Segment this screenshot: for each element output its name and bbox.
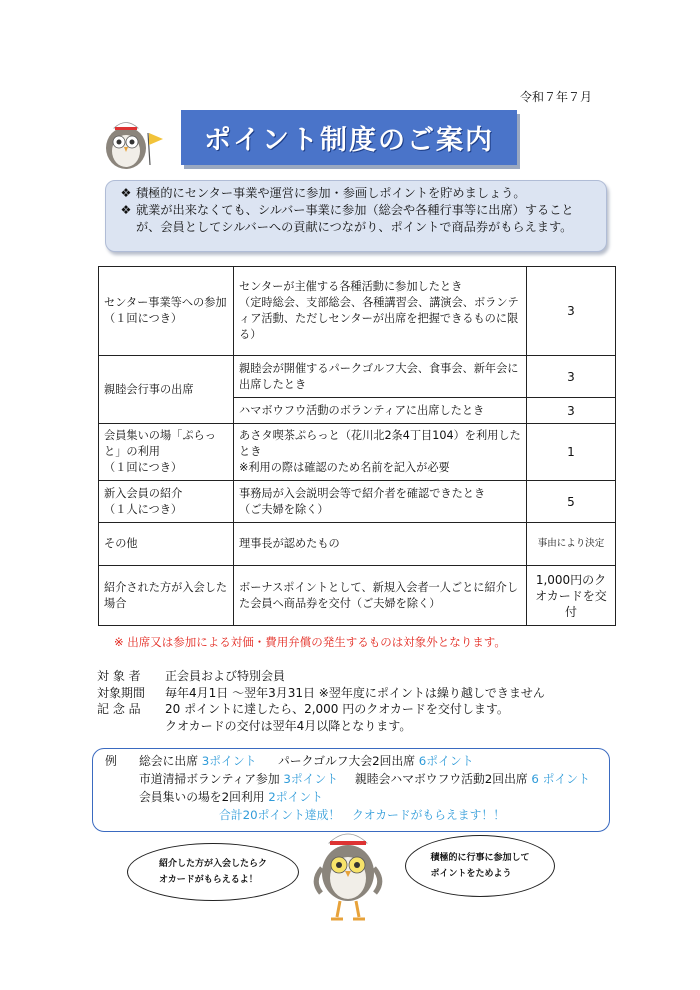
period-value: 毎年4月1日 ～翌年3月31日 ※翌年度にポイントは繰り越しできません: [165, 685, 545, 700]
category-cell: 紹介された方が入会した場合: [99, 566, 234, 626]
example-points: 3ポイント: [283, 772, 339, 786]
issue-date: 令和７年７月: [520, 90, 593, 104]
prize-value-note: クオカードの交付は翌年4月以降となります。: [165, 718, 412, 733]
target-label: 対 象 者: [97, 669, 141, 683]
description-cell: あさタ喫茶ぷらっと（花川北2条4丁目104）を利用したとき ※利用の際は確認のため名前を記入が必要: [234, 424, 527, 481]
intro-line-2: 就業が出来なくても、シルバー事業に参加（総会や各種行事等に出席）すること: [136, 203, 574, 217]
example-line-3: [139, 789, 323, 807]
points-cell: 3: [527, 398, 616, 424]
example-line-2: [139, 771, 338, 789]
prize-label: 記 念 品: [97, 702, 141, 716]
exclusion-note: ※ 出席又は参加による対価・費用弁償の発生するものは対象外となります。: [114, 635, 506, 649]
example-line-2b: [355, 771, 590, 789]
example-total: 合計20ポイント達成！ クオカードがもらえます！！: [219, 808, 505, 822]
bubble-left-line-1: 紹介した方が入会したらク: [158, 859, 267, 869]
table-row: [99, 356, 616, 398]
table-row: [99, 523, 616, 566]
diamond-bullet-icon: ❖: [120, 186, 132, 200]
owl-mascot-icon: [307, 823, 389, 925]
table-row: [99, 267, 616, 356]
example-box: [92, 748, 610, 832]
description-cell: ハマボウフウ活動のボランティアに出席したとき: [234, 398, 527, 424]
description-cell: ボーナスポイントとして、新規入会者一人ごとに紹介した会員へ商品券を交付（ご夫婦を除く）: [234, 566, 527, 626]
example-item: パークゴルフ大会2回出席: [278, 754, 416, 768]
example-label: 例: [105, 754, 117, 768]
example-points: 2ポイント: [268, 790, 323, 804]
points-cell: 1: [527, 424, 616, 481]
page-title: ポイント制度のご案内: [204, 125, 494, 156]
description-cell: 理事長が認めたもの: [234, 523, 527, 566]
points-cell: 3: [527, 267, 616, 356]
table-row: [99, 424, 616, 481]
description-cell: センターが主催する各種活動に参加したとき （定時総会、支部総会、各種講習会、講演会、ボランティア活動、ただしセンターが出席を把握できるものに限る）: [234, 267, 527, 356]
owl-mascot-icon: [100, 115, 166, 171]
example-points: 6ポイント: [418, 754, 474, 768]
terms-section: [97, 668, 545, 734]
example-item: 会員集いの場を2回利用: [139, 790, 265, 804]
example-points: 6 ポイント: [531, 772, 590, 786]
category-cell: 会員集いの場「ぷらっと」の利用 （１回につき）: [99, 424, 234, 481]
example-item: 市道清掃ボランティア参加: [139, 772, 280, 786]
intro-line-1: 積極的にセンター事業や運営に参加・参画しポイントを貯めましょう。: [136, 186, 526, 200]
example-item: 総会に出席: [139, 754, 198, 768]
points-table: [98, 266, 616, 626]
bubble-right-line-1: 積極的に行事に参加して: [430, 853, 530, 863]
category-cell: その他: [99, 523, 234, 566]
table-row: [99, 481, 616, 523]
description-cell: 親睦会が開催するパークゴルフ大会、食事会、新年会に出席したとき: [234, 356, 527, 398]
intro-line-3: が、会員としてシルバーへの貢献につながり、ポイントで商品券がもらえます。: [136, 220, 573, 234]
bubble-right-line-2: ポイントをためよう: [430, 869, 512, 879]
description-cell: 事務局が入会説明会等で紹介者を確認できたとき （ご夫婦を除く）: [234, 481, 527, 523]
points-cell: 1,000円のクオカードを交付: [527, 566, 616, 626]
points-cell: 3: [527, 356, 616, 398]
target-value: 正会員および特別会員: [165, 669, 286, 683]
diamond-bullet-icon: ❖: [120, 203, 132, 217]
example-item: 親睦会ハマボウフウ活動2回出席: [355, 772, 528, 786]
category-cell: 新入会員の紹介 （１人につき）: [99, 481, 234, 523]
example-line-1: [139, 753, 256, 771]
page-title-banner: [181, 110, 517, 165]
bubble-left-line-2: オカードがもらえるよ！: [158, 875, 258, 885]
period-label: 対象期間: [97, 685, 146, 700]
intro-box: [105, 180, 607, 252]
points-cell: 事由により決定: [527, 523, 616, 566]
example-line-1b: [278, 753, 474, 771]
prize-value: 20 ポイントに達したら、2,000 円のクオカードを交付します。: [165, 702, 509, 716]
table-row: [99, 566, 616, 626]
speech-bubble-right: [405, 835, 555, 897]
speech-bubble-left: [127, 843, 299, 901]
points-cell: 5: [527, 481, 616, 523]
category-cell: センター事業等への参加 （１回につき）: [99, 267, 234, 356]
example-points: 3ポイント: [201, 754, 257, 768]
category-cell: 親睦会行事の出席: [99, 356, 234, 424]
